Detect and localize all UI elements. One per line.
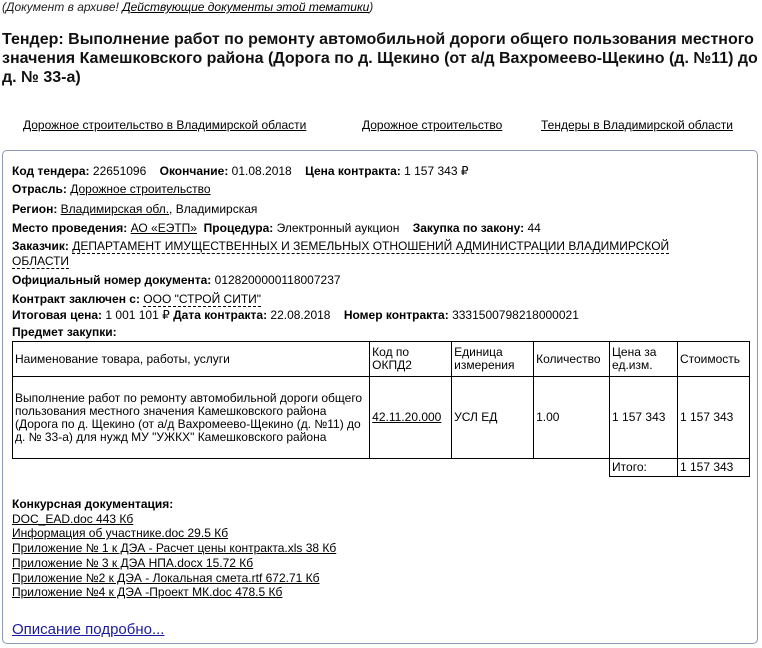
contract-price: 1 157 343 ₽ [404,164,469,178]
archive-note [2,0,373,14]
contractor-line [12,292,261,307]
col-qty-header: Количество [534,342,610,377]
doc-number-line [12,273,341,288]
contract-number-label: Номер контракта: [343,308,449,322]
doc-file-link[interactable]: DOC_EAD.doc 443 Кб [12,511,134,526]
end-date: 01.08.2018 [231,164,292,178]
customer-link[interactable]: ДЕПАРТАМЕНТ ИМУЩЕСТВЕННЫХ И ЗЕМЕЛЬНЫХ ОТНОШЕНИЙ АДМИНИСТРАЦИИ ВЛАДИМИРСКОЙ [72,239,670,253]
doc-file-link[interactable]: Информация об участнике.doc 29.5 Кб [12,526,229,541]
item-cost: 1 157 343 [677,377,749,459]
total-spacer [534,459,610,477]
region-link[interactable]: Владимирская обл. [60,202,170,216]
tender-summary-line [12,164,468,179]
col-name-header: Наименование товара, работы, услуги [13,342,370,377]
procedure: Электронный аукцион [276,221,400,235]
contract-number: 3331500798218000021 [452,308,579,322]
industry-link[interactable]: Дорожное строительство [70,182,211,196]
customer-line-2 [12,254,69,269]
customer-line [12,239,669,254]
subject-label: Предмет закупки: [12,325,117,339]
current-docs-link[interactable]: Действующие документы этой тематики [122,0,370,14]
region-rest: , Владимирская [169,202,258,216]
total-value: 1 157 343 [677,459,749,477]
related-link-text[interactable]: Дорожное строительство [362,118,503,132]
doc-file-link[interactable]: Приложение № 1 к ДЭА - Расчет цены контракта.xls 38 Кб [12,541,337,556]
place-link[interactable]: АО «ЕЭТП» [130,221,197,235]
item-qty: 1.00 [534,377,610,459]
docs-section [12,497,336,600]
table-header-row [13,342,750,377]
archive-note-end: ) [369,0,374,14]
contract-date: 22.08.2018 [270,308,331,322]
final-price-label: Итоговая цена: [12,308,103,322]
description-more-link[interactable]: Описание подробно... [12,621,165,638]
subject-heading [12,325,117,340]
law: 44 [527,221,541,235]
item-unit-price: 1 157 343 [610,377,678,459]
doc-number: 0128200000118007237 [214,273,341,287]
procedure-label: Процедура: [203,221,274,235]
item-code-cell [370,377,452,459]
col-price-header: Цена за ед.изм. [610,342,678,377]
industry-label: Отрасль: [12,182,67,196]
related-link-regional-tenders[interactable] [541,118,733,132]
item-name: Выполнение работ по ремонту автомобильной дороги общего пользования местного значения Камешковского района (Дорога по д. Щекино (от а/д Вахромеево-Щекино (д. №11) до д. № 33-а) для нужд МУ "УЖКХ" Камешковского района [13,377,370,459]
page-title: Тендер: Выполнение работ по ремонту автомобильной дороги общего пользования местного значения Камешковского района (Дорога по д. Щекино (от а/д Вахромеево-Щекино (д. №11) до д. № 33-а) [2,31,758,86]
place-line [12,221,541,236]
okpd2-code-link[interactable]: 42.11.20.000 [372,410,442,424]
related-link-text[interactable]: Дорожное строительство в Владимирской области [23,118,307,132]
col-code-header: Код по ОКПД2 [370,342,452,377]
final-price: 1 001 101 ₽ [105,308,170,322]
contractor-link[interactable]: ООО "СТРОЙ СИТИ" [143,292,262,306]
region-label: Регион: [12,202,58,216]
total-label: Итого: [610,459,678,477]
tender-code: 22651096 [92,164,147,178]
end-date-label: Окончание: [159,164,229,178]
tender-code-label: Код тендера: [12,164,90,178]
customer-link-cont[interactable]: ОБЛАСТИ [12,254,70,268]
docs-label: Конкурсная документация: [12,497,174,511]
contractor-label: Контракт заключен с: [12,292,140,306]
doc-file-link[interactable]: Приложение №2 к ДЭА - Локальная смета.rtf 672.71 Кб [12,570,320,585]
doc-file-link[interactable]: Приложение № 3 к ДЭА НПА.docx 15.72 Кб [12,555,254,570]
related-link-text[interactable]: Тендеры в Владимирской области [541,118,733,132]
price-label: Цена контракта: [305,164,401,178]
table-row [13,377,750,459]
final-price-line [12,308,579,323]
contract-date-label: Дата контракта: [173,308,268,322]
archive-note-text: (Документ в архиве! [2,0,123,14]
customer-label: Заказчик: [12,239,69,253]
doc-file-link[interactable]: Приложение №4 к ДЭА -Проект МК.doc 478.5 Кб [12,585,283,600]
col-unit-header: Единица измерения [452,342,534,377]
total-spacer [452,459,534,477]
col-cost-header: Стоимость [677,342,749,377]
table-total-row [13,459,750,477]
region-line [12,202,257,217]
items-table [12,341,750,477]
total-spacer [13,459,370,477]
law-label: Закупка по закону: [412,221,525,235]
related-link-regional-road[interactable] [23,118,306,132]
related-link-road[interactable] [362,118,502,132]
place-label: Место проведения: [12,221,128,235]
doc-number-label: Официальный номер документа: [12,273,212,287]
total-spacer [370,459,452,477]
industry-line [12,182,211,197]
item-unit: УСЛ ЕД [452,377,534,459]
